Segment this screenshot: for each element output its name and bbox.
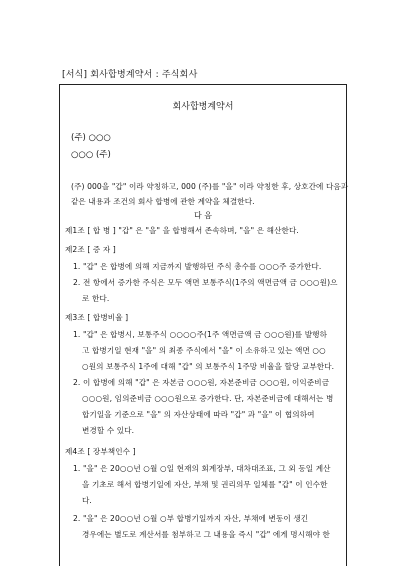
- party-2: ○○○ (주): [71, 150, 111, 160]
- article-4-heading: 제4조 [ 장부책인수 ]: [65, 447, 136, 456]
- article-3-line: 고 합병기일 현재 "을" 의 최종 주식에서 "을" 이 소유하고 있는 액면 ○○: [82, 346, 326, 355]
- article-2-line: 로 한다.: [82, 294, 110, 303]
- contract-frame: [59, 84, 347, 566]
- article-1-line: 제1조 [ 합 병 ] "갑" 은 "을" 을 합병해서 존속하며, "을" 은 해산한다.: [65, 226, 299, 235]
- article-4-line: 을 기초로 해서 합병기일에 자산, 부채 및 권리의무 일체를 "갑" 이 인수한: [82, 480, 328, 489]
- preamble-line: (주) 000을 "갑" 이라 약칭하고, 000 (주)를 "을" 이라 약칭한 후, 상호간에 다음과: [71, 182, 349, 191]
- article-2-heading: 제2조 [ 증 자 ]: [65, 245, 116, 254]
- article-3-line: ○원의 보통주식 1주에 대해 "갑" 의 보통주식 1주망 비율을 할당 교부한다.: [82, 362, 335, 371]
- document-title: 회사합병계약서: [172, 102, 234, 112]
- article-3-line: 합기일을 기준으로 "을" 의 자산상태에 따라 "갑" 과 "을" 이 협의하여: [82, 410, 315, 419]
- article-4-line: 2. "을" 은 20○○년 ○월 ○부 합병기일까지 자산, 부채에 변동이 생긴: [73, 514, 309, 523]
- preamble-line: 같은 내용과 조건의 회사 합병에 관한 계약을 체결한다.: [71, 197, 255, 206]
- article-4-line: 1. "을" 은 20○○년 ○월 ○일 현재의 회계장부, 대차대조표, 그 외 동일 계산: [73, 464, 331, 473]
- document-caption: [서식] 회사합병계약서 : 주식회사: [62, 70, 198, 80]
- article-3-line: 2. 이 합병에 의해 "갑" 은 자본금 ○○○원, 자본준비금 ○○○원, 이익준비금: [73, 378, 330, 387]
- article-2-line: 1. "갑" 은 합병에 의해 지금까지 발행하던 주식 총수를 ○○○주 증가한다.: [73, 262, 322, 271]
- article-4-line: 경우에는 별도로 계산서를 첨부하고 그 내용을 즉시 "갑" 에게 명시해야 한: [82, 530, 330, 539]
- article-2-line: 2. 전 항에서 증가한 주식은 모두 액면 보통주식(1주의 액면금액 금 ○○○원)으: [73, 278, 338, 287]
- article-4-line: 다.: [82, 496, 92, 505]
- da-eum-heading: 다 음: [194, 211, 212, 220]
- article-3-line: 변경할 수 있다.: [82, 426, 135, 435]
- article-3-line: ○○○원, 임의준비금 ○○○원으로 증가한다. 단, 자본준비금에 대해서는 병: [82, 394, 334, 403]
- article-3-heading: 제3조 [ 합병비율 ]: [65, 313, 129, 322]
- article-3-line: 1. "갑" 은 합병시, 보통주식 ○○○○주(1주 액면금액 금 ○○○원)를 발행하: [73, 330, 328, 339]
- party-1: (주) ○○○: [71, 133, 111, 143]
